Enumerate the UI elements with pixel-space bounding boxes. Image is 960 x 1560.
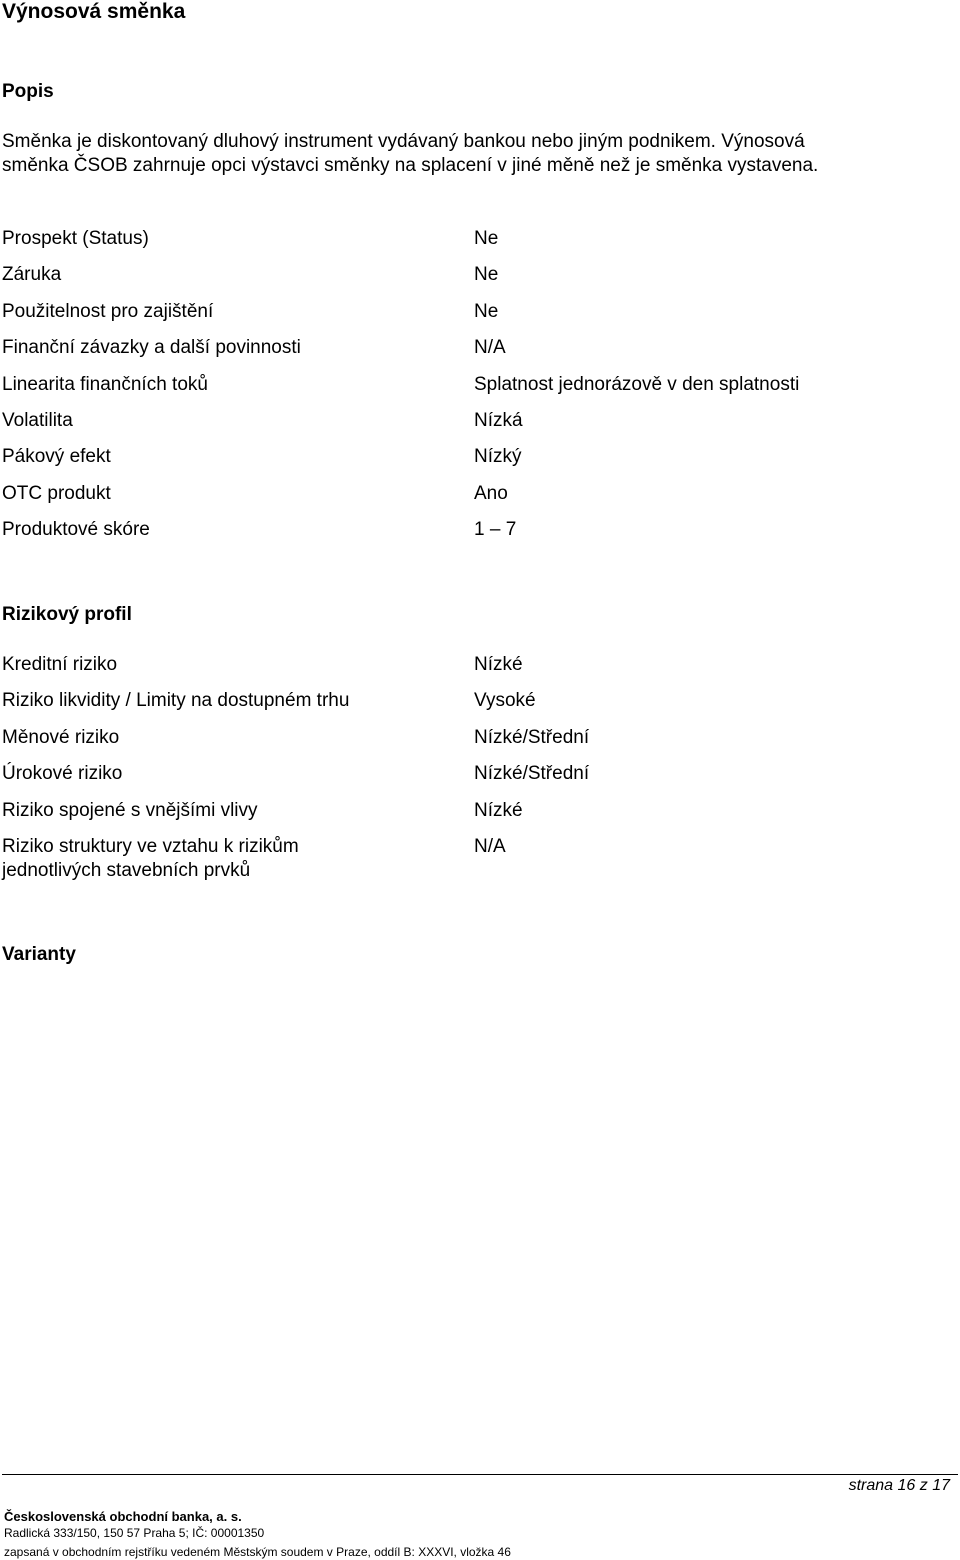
risk-label: Úrokové riziko	[2, 763, 123, 784]
attribute-value: Ne	[474, 264, 499, 285]
risk-label: Riziko spojené s vnějšími vlivy	[2, 800, 258, 821]
variants-heading: Varianty	[2, 944, 76, 965]
attribute-label: Prospekt (Status)	[2, 228, 149, 249]
description-heading: Popis	[2, 81, 54, 102]
risk-label: Riziko likvidity / Limity na dostupném trhu	[2, 690, 350, 711]
attribute-value: Ne	[474, 228, 499, 249]
risk-value: Vysoké	[474, 690, 536, 711]
risk-value: Nízké	[474, 800, 523, 821]
description-line-2: směnka ČSOB zahrnuje opci výstavci směnky na splacení v jiné měně než je směnka vystavena.	[2, 155, 819, 176]
footer-registry: zapsaná v obchodním rejstříku vedeném Městským soudem v Praze, oddíl B: XXXVI, vložka 46	[4, 1545, 511, 1559]
attribute-label: Finanční závazky a další povinnosti	[2, 337, 301, 358]
risk-value: N/A	[474, 836, 506, 857]
attribute-label: Použitelnost pro zajištění	[2, 301, 214, 322]
attribute-value: 1 – 7	[474, 519, 517, 540]
attribute-label: Volatilita	[2, 410, 73, 431]
risk-value: Nízké	[474, 654, 523, 675]
description-line-1: Směnka je diskontovaný dluhový instrument vydávaný bankou nebo jiným podnikem. Výnosová	[2, 131, 805, 152]
attribute-value: Nízká	[474, 410, 523, 431]
description-text	[2, 130, 922, 178]
footer-divider	[2, 1474, 958, 1475]
attribute-label: Záruka	[2, 264, 62, 285]
attribute-label: Linearita finančních toků	[2, 374, 208, 395]
risk-profile-heading: Rizikový profil	[2, 604, 132, 625]
attribute-label: Pákový efekt	[2, 446, 111, 467]
risk-label: Riziko struktury ve vztahu k rizikům jednotlivých stavebních prvků	[2, 836, 299, 881]
risk-value: Nízké/Střední	[474, 763, 590, 784]
attribute-value: Ne	[474, 301, 499, 322]
attribute-value: Ano	[474, 483, 508, 504]
attribute-label: OTC produkt	[2, 483, 111, 504]
risk-label: Měnové riziko	[2, 727, 120, 748]
risk-value: Nízké/Střední	[474, 727, 590, 748]
risk-label: Kreditní riziko	[2, 654, 118, 675]
page-title: Výnosová směnka	[2, 0, 186, 23]
footer-address: Radlická 333/150, 150 57 Praha 5; IČ: 00001350	[4, 1526, 265, 1540]
page-number: strana 16 z 17	[848, 1477, 950, 1494]
attribute-value: Splatnost jednorázově v den splatnosti	[474, 374, 800, 395]
attribute-value: Nízký	[474, 446, 522, 467]
footer-company: Československá obchodní banka, a. s.	[4, 1509, 242, 1524]
attribute-label: Produktové skóre	[2, 519, 150, 540]
attribute-value: N/A	[474, 337, 506, 358]
